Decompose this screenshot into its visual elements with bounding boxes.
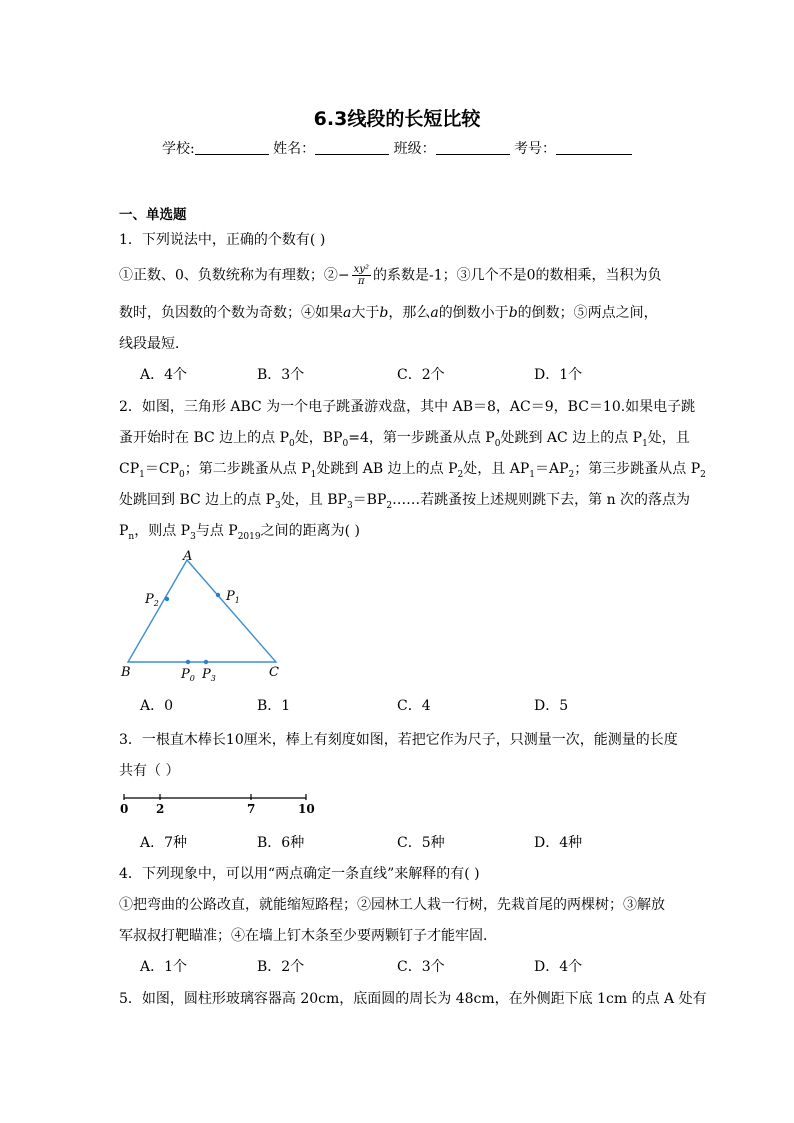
q3-choice-d[interactable]: D．4种 [534, 835, 583, 851]
exam-no-label: 考号： [514, 141, 557, 157]
label-p3: $P_3$ [202, 667, 216, 683]
q4-choice-c[interactable]: C．3个 [397, 959, 445, 975]
q4-line-2: ①把弯曲的公路改直，就能缩短路程；②园林工人栽一行树，先栽首尾的两棵树；③解放 [119, 897, 665, 913]
student-info-line [0, 138, 794, 158]
q4-line-1: 4．下列现象中，可以用“两点确定一条直线”来解释的有( ) [119, 866, 480, 882]
point-p1 [216, 593, 220, 597]
ruler-figure [115, 788, 315, 816]
q2-choice-a[interactable]: A．0 [140, 698, 174, 714]
q3-choice-a[interactable]: A．7种 [140, 835, 188, 851]
name-blank[interactable] [315, 140, 389, 155]
point-p2 [165, 597, 169, 601]
q1-choice-a[interactable]: A．4个 [140, 367, 188, 383]
q1-choice-b[interactable]: B．3个 [257, 367, 305, 383]
q2-line-2: 蚤开始时在 BC 边上的点 $P_0$处，$BP_0=4$，第一步跳蚤从点 $P_0$处跳到 AC 边上的点 $P_1$处，且 [119, 430, 690, 449]
label-p0: $P_0$ [181, 667, 195, 683]
class-label: 班级： [393, 141, 436, 157]
label-c: C [269, 665, 279, 680]
q1-choice-d[interactable]: D．1个 [534, 367, 583, 383]
q2-choice-d[interactable]: D．5 [534, 698, 569, 714]
q3-choice-b[interactable]: B．6种 [257, 835, 305, 851]
q2-choice-b[interactable]: B．1 [257, 698, 291, 714]
q4-choice-a[interactable]: A．1个 [140, 959, 188, 975]
class-blank[interactable] [436, 140, 510, 155]
q1-line-1: ①正数、0、负数统称为有理数；②− $\frac{\text{xy²}}{\pi}$ 的系数是-1；③几个不是0的数相乘，当积为负 [119, 264, 662, 287]
q4-choice-b[interactable]: B．2个 [257, 959, 305, 975]
q2-line-3: $CP_1=CP_0$；第二步跳蚤从点 $P_1$处跳到 AB 边上的点 $P_2$处，且 $AP_1=AP_2$；第三步跳蚤从点 $P_2$ [119, 461, 706, 480]
section-heading: 一、单选题 [119, 207, 187, 223]
q5-line-1: 5．如图，圆柱形玻璃容器高 20cm，底面圆的周长为 48cm，在外侧距下底 1cm 的点 A 处有 [119, 991, 707, 1007]
label-p1: $P_1$ [226, 589, 240, 605]
q2-line-4: 处跳回到 BC 边上的点 $P_3$处，且 $BP_3=BP_2\dots\dots$若跳蚤按上述规则跳下去，第 n 次的落点为 [119, 492, 691, 511]
q4-choice-d[interactable]: D．4个 [534, 959, 583, 975]
school-label: 学校: [161, 141, 195, 157]
ruler-label-7: 7 [247, 802, 256, 816]
q2-line-5: $P_n$，则点 $P_3$与点 $P_{2019}$之间的距离为( ) [119, 523, 360, 542]
ruler-label-0: 0 [120, 802, 129, 816]
label-p2: $P_2$ [145, 592, 159, 608]
label-b: B [121, 665, 131, 680]
triangle-figure [115, 548, 295, 686]
label-a: A [183, 549, 193, 564]
q3-choice-c[interactable]: C．5种 [397, 835, 445, 851]
point-p0 [186, 660, 190, 664]
q3-line-1: 3．一根直木棒长10厘米，棒上有刻度如图，若把它作为尺子，只测量一次，能测量的长度 [119, 732, 678, 748]
page-title: 6.3线段的长短比较 [313, 108, 481, 130]
name-label: 姓名： [273, 141, 316, 157]
school-blank[interactable] [195, 140, 269, 155]
exam-no-blank[interactable] [556, 140, 632, 155]
q2-line-1: 2．如图，三角形 ABC 为一个电子跳蚤游戏盘，其中 AB＝8，AC＝9，BC＝10.如果电子跳 [119, 399, 696, 415]
q1-fraction: $\frac{\text{xy²}}{\pi}$ [353, 264, 369, 287]
q1-choice-c[interactable]: C．2个 [397, 367, 445, 383]
q1-stem: 1．下列说法中，正确的个数有( ) [119, 232, 326, 248]
q4-line-3: 军叔叔打靶瞄准；④在墙上钉木条至少要两颗钉子才能牢固． [119, 928, 497, 944]
q2-choice-c[interactable]: C．4 [397, 698, 431, 714]
triangle-abc [128, 560, 276, 662]
ruler-label-10: 10 [298, 802, 315, 816]
point-p3 [204, 660, 208, 664]
q1-line-3: 线段最短． [119, 336, 189, 352]
q3-line-2: 共有（ ） [119, 763, 180, 779]
ruler-label-2: 2 [156, 802, 165, 816]
q1-line-2: 数时，负因数的个数为奇数；④如果a大于b，那么a的倒数小于b的倒数；⑤两点之间， [119, 305, 658, 321]
